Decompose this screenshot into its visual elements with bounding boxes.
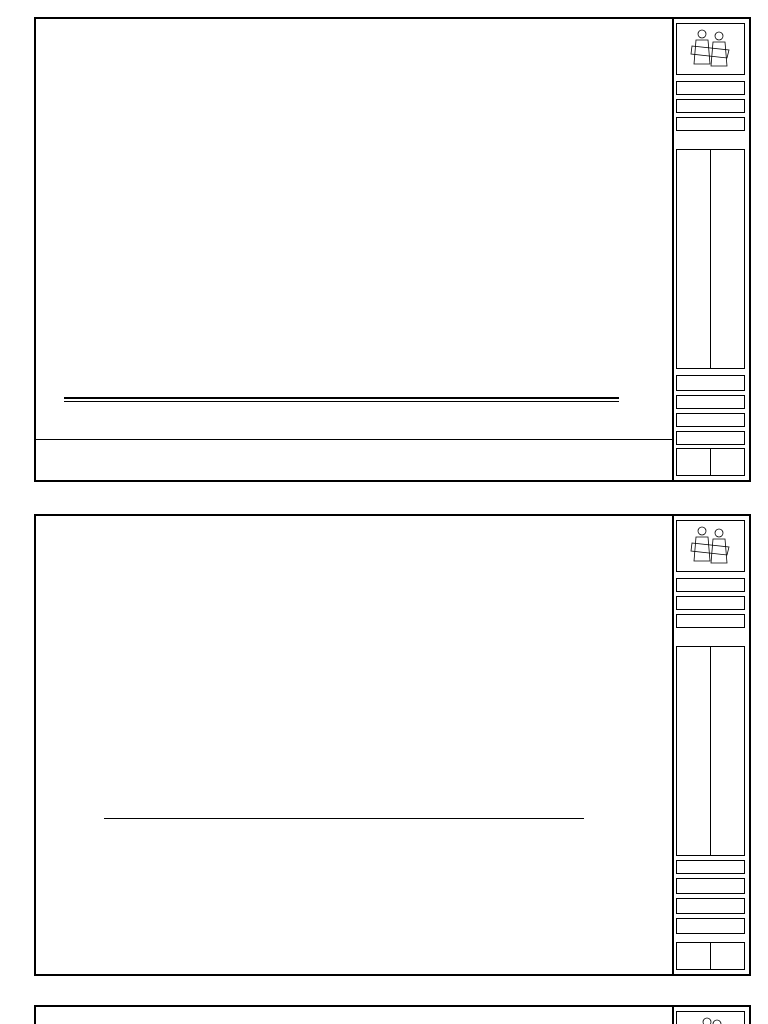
tb2-proposal [676,578,745,592]
tb-drawn [676,117,745,131]
tb-coordinator [676,99,745,113]
tb-date [676,413,745,427]
drawing-sheet-elevation [34,514,751,976]
tb2-project-box [676,646,745,856]
sheet3-drawing-area [36,1007,674,1024]
title-block [672,19,749,480]
plan-drawing-area [36,19,674,480]
logo-box [676,23,745,75]
engineers-logo-icon [677,24,744,74]
engineers-logo-icon [677,521,744,571]
floor-plan-drawing [36,19,672,359]
elevation-title-underline [104,818,584,819]
sheet-number-box-2 [676,942,745,970]
tb2-date [676,898,745,914]
drawing-sheet-plan [34,17,751,482]
sheet-footer-line [36,439,672,440]
sheet-total [710,943,744,969]
tb2-drawn [676,614,745,628]
sheet-number [677,449,710,475]
tb-place [676,395,745,409]
title-underline [64,397,619,399]
sheet-total [710,449,744,475]
title-underline-thin [64,401,619,402]
logo-box-2 [676,520,745,572]
drawing-sheet-3 [34,1005,751,1024]
tb-content [676,375,745,391]
engineers-logo-icon [677,1012,744,1024]
tb-project-box [676,149,745,369]
sheet-number-box [676,448,745,476]
title-block-2 [672,516,749,974]
logo-box-3 [676,1011,745,1024]
tb2-content [676,860,745,874]
tb-scale [676,431,745,445]
tb2-place [676,878,745,894]
elevation-drawing [36,516,672,796]
tb2-coordinator [676,596,745,610]
sheet-number [677,943,710,969]
tb-proposal [676,81,745,95]
title-block-3 [672,1007,749,1024]
elevation-drawing-area [36,516,674,974]
tb2-scale [676,918,745,934]
